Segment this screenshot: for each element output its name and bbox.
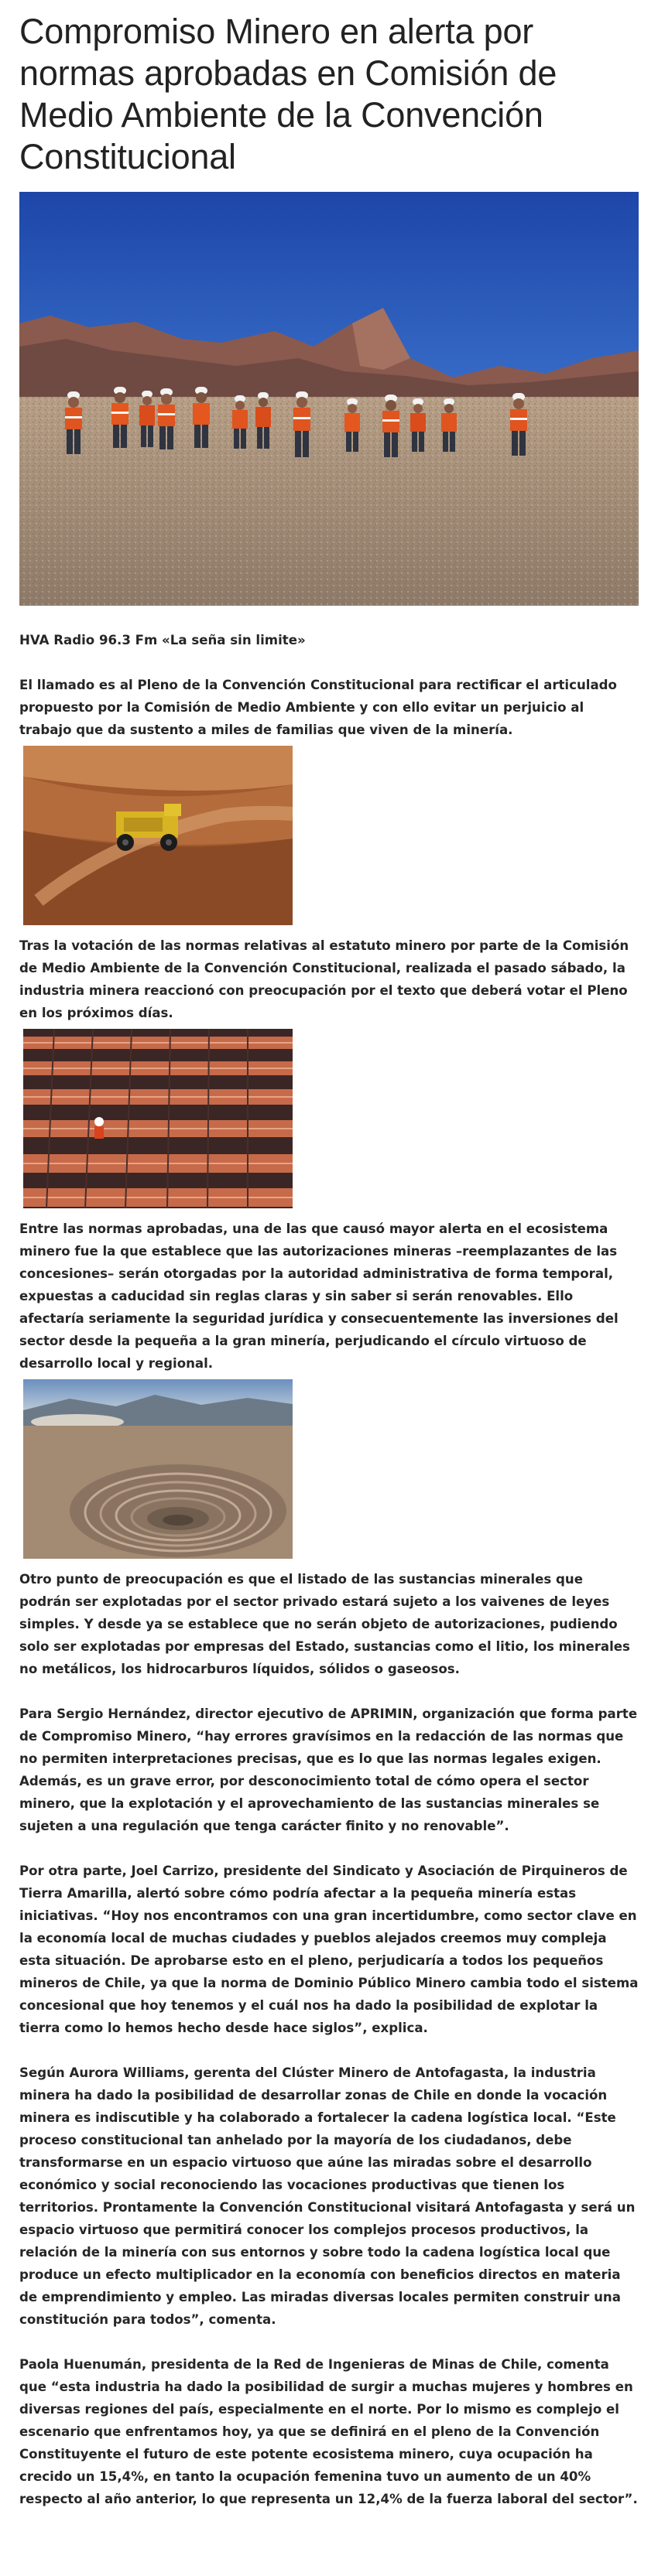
paragraph-huenuman: Paola Huenumán, presidenta de la Red de Ingenieras de Minas de Chile, comenta que “esta industria ha dado la posibilidad de surgir a muchas mujeres y hombres en diversas regiones del país, especialmente en el norte. Por lo mismo es complejo el escenario que enfrentamos hoy, ya que se definirá en el pleno de la Convención Constituyente el futuro de este potente ecosistema minero, cuya ocupación ha crecido un 15,4%, en tanto la ocupación femenina tuvo un aumento de un 40% respecto al año anterior, lo que representa un 12,4% de la fuerza laboral del sector”. [19, 2357, 638, 2506]
copper-cathodes-photo-svg [23, 1029, 293, 1208]
paragraph-norms: Entre las normas aprobadas, una de las que causó mayor alerta en el ecosistema minero fue la que establece que las autorizaciones mineras –reemplazantes de las concesiones– serán otorgadas por la autoridad administrativa de forma temporal, expuestas a caducidad sin reglas claras y sin saber si serán renovables. Ello afectaría seriamente la seguridad jurídica y consecuentemente las inversiones del sector desde la pequeña a la gran minería, perjudicando el círculo virtuoso de desarrollo local y regional. [19, 1221, 619, 1371]
hero-image [19, 192, 639, 606]
haul-truck-photo-svg [23, 746, 293, 925]
hero-photo-svg [19, 192, 639, 606]
paragraph-carrizo: Por otra parte, Joel Carrizo, presidente del Sindicato y Asociación de Pirquineros de Tierra Amarilla, alertó sobre cómo podría afectar a la pequeña minería estas iniciativas. “Hoy nos encontramos con una gran incertidumbre, como sector clave en la economía local de muchas ciudades y pueblos alejados creemos muy compleja esta situación. De aprobarse esto en el pleno, perjudicaría a todos los pequeños mineros de Chile, ya que la norma de Dominio Público Minero cambia todo el sistema concesional que hoy tenemos y el cuál nos ha dado la posibilidad de explotar la tierra como lo hemos hecho desde hace siglos”, explica. [19, 1864, 639, 2035]
article-title: Compromiso Minero en alerta por normas aprobadas en Comisión de Medio Ambiente de la Convención Constitucional [19, 12, 557, 176]
paragraph-hernandez: Para Sergio Hernández, director ejecutivo de APRIMIN, organización que forma parte de Compromiso Minero, “hay errores gravísimos en la redacción de las normas que no permiten interpretaciones precisas, que es lo que las normas legales exigen. Además, es un grave error, por desconocimiento total de cómo opera el sector minero, que la explotación y el aprovechamiento de las sustancias minerales se sujeten a una regulación que tenga carácter finito y no renovable”. [19, 1707, 638, 1833]
worker-figure [94, 1117, 104, 1139]
paragraph-vote: Tras la votación de las normas relativas al estatuto minero por parte de la Comisión de Medio Ambiente de la Convención Constitucional, realizada el pasado sábado, la industria minera reaccionó con preocupación por el texto que deberá votar el Pleno en los próximos días. [19, 938, 629, 1020]
open-pit-mine-photo-svg [23, 1379, 293, 1559]
open-pit-mine-image [23, 1379, 293, 1559]
radio-link[interactable]: HVA Radio 96.3 Fm «La seña sin limite» [19, 633, 306, 647]
pit-terraces [70, 1464, 286, 1557]
haul-truck-image [23, 746, 293, 925]
paragraph-substances: Otro punto de preocupación es que el listado de las sustancias minerales que podrán ser explotadas por el sector privado estará sujeto a los vaivenes de leyes simples. Y desde ya se establece que no serán objeto de autorizaciones, pudiendo solo ser explotadas por empresas del Estado, sustancias como el litio, los minerales no metálicos, los hidrocarburos líquidos, sólidos o gaseosos. [19, 1572, 630, 1676]
article [19, 11, 639, 2510]
paragraph-intro: El llamado es al Pleno de la Convención Constitucional para rectificar el articulado propuesto por la Comisión de Medio Ambiente y con ello evitar un perjuicio al trabajo que da sustento a miles de familias que viven de la minería. [19, 678, 617, 737]
byline [19, 629, 639, 651]
paragraph-williams: Según Aurora Williams, gerenta del Clúster Minero de Antofagasta, la industria minera ha dado la posibilidad de desarrollar zonas de Chile en donde la vocación minera es indiscutible y ha colaborado a fortalecer la cadena logística local. “Este proceso constitucional tan anhelado por la mayoría de los ciudadanos, debe transformarse en un espacio virtuoso que aúne las miradas sobre el desarrollo económico y social reconociendo las vocaciones productivas que tienen los territorios. Prontamente la Convención Constitucional visitará Antofagasta y será un espacio virtuoso que permitirá conocer los complejos procesos productivos, la relación de la minería con sus entornos y sobre todo la cadena logística local que produce un efecto multiplicador en la economía con beneficios directos en materia de emprendimiento y empleo. Las miradas diversas locales permiten construir una constitución para todos”, comenta. [19, 2065, 636, 2327]
copper-cathodes-image [23, 1029, 293, 1208]
